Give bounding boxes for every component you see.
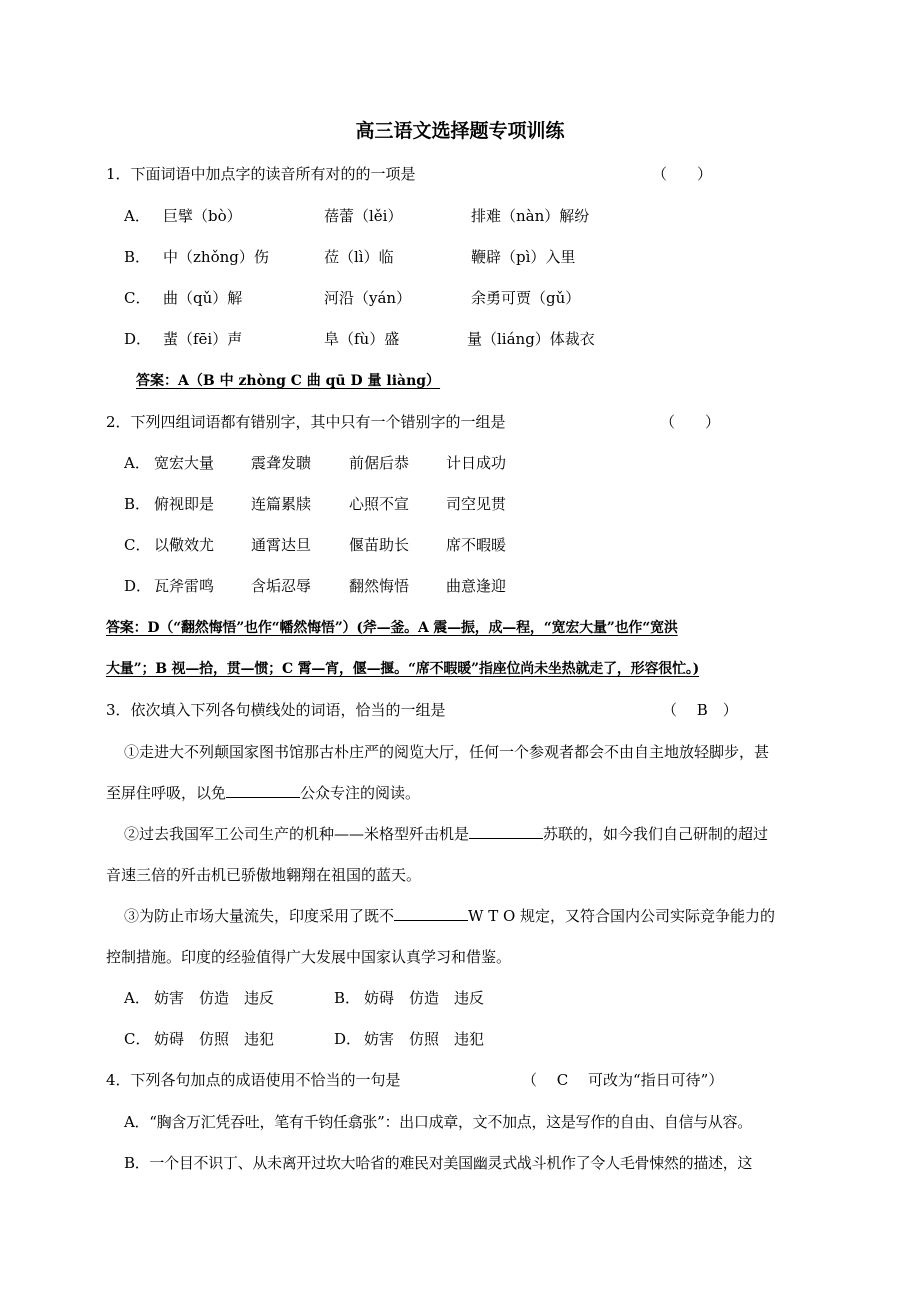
question-3-sentence-2-line-2: 音速三倍的歼击机已骄傲地翱翔在祖国的蓝天。: [106, 866, 422, 884]
sentence-text: ②过去我国军工公司生产的机种——米格型歼击机是: [124, 825, 470, 843]
option-text: 妨碍 仿造 违反: [364, 989, 485, 1007]
option-text: 妨碍 仿照 违犯: [154, 1030, 275, 1048]
page-title: 高三语文选择题专项训练: [355, 120, 565, 142]
question-4-stem: 4．下列各句加点的成语使用不恰当的一句是: [106, 1071, 401, 1089]
fill-in-blank: [469, 824, 543, 839]
option-item: 震聋发聩: [251, 454, 312, 472]
question-1-answer: 答案：A（B 中 zhòng C 曲 qū D 量 liàng）: [136, 373, 441, 389]
question-1-stem: 1．下面词语中加点字的读音所有对的的一项是: [106, 165, 416, 183]
question-4-answer-paren: （ C 可改为“指日可待”）: [522, 1071, 724, 1089]
option-label: C．: [124, 289, 151, 307]
option-item: 司空见贯: [446, 495, 507, 513]
question-3-sentence-2-line-1: [124, 824, 768, 844]
question-2-answer-line-1: 答案：D（“翻然悔悟”也作“幡然悔悟”）(斧—釜。A 震—振，成—程，“宽宏大量”也作“宽洪: [106, 620, 678, 636]
option-label: A．: [124, 454, 150, 472]
sentence-text: 苏联的，如今我们自己研制的超过: [543, 825, 769, 843]
option-item: 宽宏大量: [154, 454, 215, 472]
question-3-stem: 3．依次填入下列各句横线处的词语，恰当的一组是: [106, 701, 446, 719]
option-item: 含垢忍辱: [251, 577, 312, 595]
question-3-sentence-1-line-2: [106, 783, 420, 803]
option-label: B．: [124, 495, 151, 513]
option-item: 余勇可贾（gǔ）: [471, 289, 581, 307]
question-2-answer-paren: （ ）: [660, 413, 721, 431]
question-2-stem: 2．下列四组词语都有错别字，其中只有一个错别字的一组是: [106, 413, 506, 431]
option-item: 偃苗助长: [349, 536, 410, 554]
option-item: 量（liáng）体裁衣: [467, 330, 595, 348]
question-3-sentence-3-line-2: 控制措施。印度的经验值得广大发展中国家认真学习和借鉴。: [106, 948, 512, 966]
option-label: A．: [124, 207, 150, 225]
option-item: 计日成功: [446, 454, 507, 472]
option-item: 巨擘（bò）: [163, 207, 242, 225]
option-label: D．: [334, 1030, 362, 1048]
option-item: 莅（lì）临: [324, 248, 394, 266]
fill-in-blank: [394, 906, 468, 921]
option-item: 排难（nàn）解纷: [471, 207, 590, 225]
option-text: 妨害 仿造 违反: [154, 989, 275, 1007]
option-item: 阜（fù）盛: [324, 330, 400, 348]
fill-in-blank: [226, 783, 300, 798]
option-label: D．: [124, 330, 152, 348]
sentence-text: 公众专注的阅读。: [300, 784, 421, 802]
option-label: C．: [124, 1030, 151, 1048]
option-item: 心照不宣: [349, 495, 410, 513]
option-item: 曲意逢迎: [446, 577, 507, 595]
option-label: C．: [124, 536, 151, 554]
option-item: 席不暇暖: [446, 536, 507, 554]
sentence-text: ③为防止市场大量流失，印度采用了既不: [124, 907, 395, 925]
question-4-option-b: B．一个目不识丁、从未离开过坎大哈省的难民对美国幽灵式战斗机作了令人毛骨悚然的描述，这: [124, 1154, 753, 1172]
question-3-sentence-3-line-1: [124, 906, 775, 926]
option-item: 连篇累牍: [251, 495, 312, 513]
option-label: A．: [124, 989, 150, 1007]
option-label: B．: [124, 248, 151, 266]
question-4-option-a: A．“胸含万汇凭吞吐，笔有千钧任翕张”：出口成章，文不加点，这是写作的自由、自信与从容。: [124, 1113, 752, 1131]
question-2-answer-line-2: 大量”；B 视—拾，贯—惯；C 霄—宵，偃—揠。“席不暇暖”指座位尚未坐热就走了，形容很忙。): [106, 661, 700, 677]
option-item: 蓓蕾（lěi）: [324, 207, 403, 225]
option-item: 前倨后恭: [349, 454, 410, 472]
option-item: 俯视即是: [154, 495, 215, 513]
option-item: 通霄达旦: [251, 536, 312, 554]
option-item: 鞭辟（pì）入里: [471, 248, 576, 266]
option-item: 曲（qǔ）解: [163, 289, 243, 307]
option-item: 以儆效尤: [154, 536, 215, 554]
option-text: 妨害 仿照 违犯: [364, 1030, 485, 1048]
question-3-sentence-1-line-1: ①走进大不列颠国家图书馆那古朴庄严的阅览大厅，任何一个参观者都会不由自主地放轻脚步，甚: [124, 743, 770, 761]
sentence-text: W T O 规定，又符合国内公司实际竞争能力的: [468, 907, 776, 925]
option-label: D．: [124, 577, 152, 595]
option-label: B．: [334, 989, 361, 1007]
option-item: 中（zhǒng）伤: [163, 248, 269, 266]
question-1-answer-paren: （ ）: [652, 165, 713, 183]
question-3-answer-paren: （ B ）: [662, 701, 738, 719]
option-item: 瓦斧雷鸣: [154, 577, 215, 595]
option-item: 翻然悔悟: [349, 577, 410, 595]
sentence-text: 至屏住呼吸，以免: [106, 784, 227, 802]
option-item: 蜚（fēi）声: [163, 330, 243, 348]
option-item: 河沿（yán）: [324, 289, 412, 307]
